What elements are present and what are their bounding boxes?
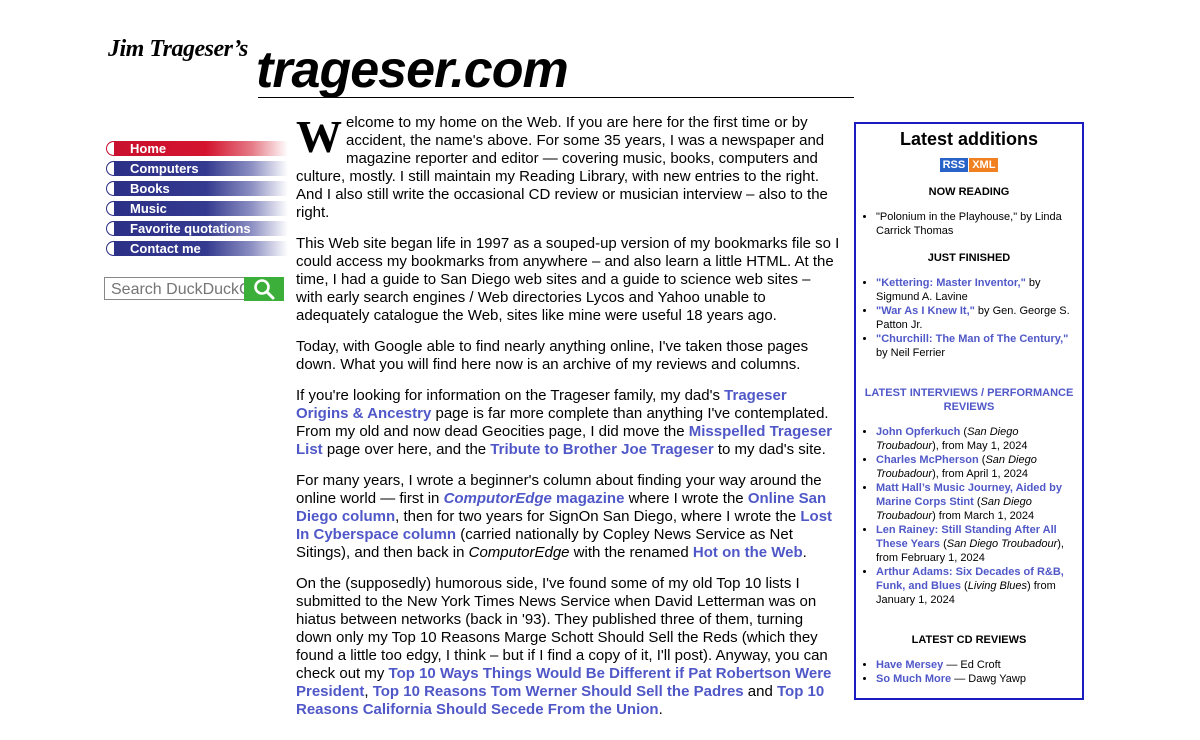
list-item xyxy=(876,425,1074,453)
site-title[interactable]: trageser.com xyxy=(256,41,568,99)
list-item xyxy=(876,276,1074,304)
link-lost-in-cyberspace[interactable]: Lost In Cyberspace column xyxy=(296,508,833,543)
item-text: — Ed Croft xyxy=(943,659,1001,671)
item-text: ( xyxy=(960,426,968,438)
site-tagline: Jim Trageser’s xyxy=(108,36,248,62)
link-misspelled-list[interactable]: Misspelled Trageser List xyxy=(296,423,833,458)
intro-paragraph xyxy=(296,111,840,222)
paragraph-text: with the renamed xyxy=(569,544,693,561)
paragraph-text: page is far more complete than anything I've contemplated. From my old and now dead Geocities page, I did move the xyxy=(296,405,829,440)
link-top10-robertson[interactable]: Top 10 Ways Things Would Be Different if Pat Robertson Were President xyxy=(296,665,832,700)
search-icon xyxy=(253,278,275,300)
link-text: magazine xyxy=(551,490,625,507)
interview-link[interactable]: Matt Hall’s Music Journey, Aided by Marine Corps Stint xyxy=(876,482,1063,508)
paragraph-text: If you're looking for information on the Trageser family, my dad's xyxy=(296,387,725,404)
item-text: ) from January 1, 2024 xyxy=(876,580,1056,606)
list-item xyxy=(876,523,1074,565)
paragraph-text: For many years, I wrote a beginner's column about finding your way around the online world — first in xyxy=(296,472,822,507)
link-online-san-diego[interactable]: Online San Diego column xyxy=(296,490,827,525)
interviews-heading: LATEST INTERVIEWS / PERFORMANCE REVIEWS xyxy=(864,387,1074,413)
list-item xyxy=(876,672,1074,686)
panel-title: Latest additions xyxy=(899,129,1038,149)
nav-item-quotations[interactable] xyxy=(106,221,288,236)
list-item: • "Polonium in the Playhouse," by Linda Carrick Thomas xyxy=(876,210,1074,238)
publication-name: Living Blues xyxy=(967,580,1028,592)
just-finished-heading: JUST FINISHED xyxy=(927,252,1011,264)
item-text: ), from February 1, 2024 xyxy=(876,538,1064,564)
item-text: ( xyxy=(940,538,947,550)
item-text: ) from March 1, 2024 xyxy=(932,510,1035,522)
nav-item-contact[interactable] xyxy=(106,241,288,256)
half-circle-icon xyxy=(107,142,121,155)
item-text: — Dawg Yawp xyxy=(951,673,1026,685)
nav-item-label: Music xyxy=(130,201,167,216)
feed-badges xyxy=(856,158,1082,172)
main-content xyxy=(296,111,840,732)
publication-name: San Diego Troubadour xyxy=(946,538,1058,550)
link-text: ComputorEdge xyxy=(443,490,552,507)
book-author: by Gen. George S. Patton Jr. xyxy=(876,305,1070,331)
book-author: by Neil Ferrier xyxy=(876,347,946,359)
search-button[interactable] xyxy=(244,277,284,301)
archive-paragraph: Today, with Google able to find nearly anything online, I've taken those pages down. What you will find here now is an archive of my reviews and columns. xyxy=(296,338,809,373)
publication-name: San Diego Troubadour xyxy=(876,426,1019,452)
paragraph-text: elcome to my home on the Web. If you are here for the first time or by accident, the name's above. For some 35 years, I was a newspaper and magazine reporter and editor — covering music, books, computers and culture, mostly. I still maintain my Reading Library, with new entries to the right. And I also still write the occasional CD review or musician interview – also to the right. xyxy=(296,114,828,221)
paragraph-text: On the (supposedly) humorous side, I've found some of my old Top 10 lists I submitted to the New York Times News Service when David Letterman was on hiatus between networks (back in '93). They published three of them, turning down only my Top 10 Reasons Marge Schott Should Sell the Reds (which they found a little too edgy, I think – but if I find a copy of it, I'll post). Anyway, you can check out my xyxy=(296,575,828,682)
book-link[interactable]: "Kettering: Master Inventor," xyxy=(876,277,1026,289)
just-finished-list xyxy=(856,276,1082,360)
half-circle-icon xyxy=(107,162,121,175)
paragraph-text: , xyxy=(364,683,373,700)
book-author: by Sigmund A. Lavine xyxy=(876,277,1041,303)
history-paragraph: This Web site began life in 1997 as a souped-up version of my bookmarks file so I could access my bookmarks from anywhere – and also learn a little HTML. At the time, I had a guide to San Diego web sites and a guide to science web sites – with early search engines / Web directories Lycos and Yahoo unable to adequately catalogue the Web, sites like mine were useful 18 years ago. xyxy=(296,235,840,324)
link-computoredge[interactable] xyxy=(444,490,625,507)
publication-name: San Diego Troubadour xyxy=(876,496,1032,522)
book-link[interactable]: "War As I Knew It," xyxy=(876,305,975,317)
item-text: ( xyxy=(978,454,986,466)
link-tribute-joe[interactable]: Tribute to Brother Joe Trageser xyxy=(490,441,714,458)
xml-badge[interactable]: XML xyxy=(969,158,998,172)
link-top10-california[interactable]: Top 10 Reasons California Should Secede From the Union xyxy=(296,683,825,718)
nav-item-computers[interactable] xyxy=(106,161,288,176)
link-hot-on-the-web[interactable]: Hot on the Web xyxy=(692,544,803,561)
nav-item-label: Favorite quotations xyxy=(130,221,251,236)
interview-link[interactable]: John Opferkuch xyxy=(876,426,961,438)
search-input[interactable] xyxy=(104,277,244,300)
nav-item-label: Books xyxy=(130,181,170,196)
interview-link[interactable]: Len Rainey: Still Standing After All These Years xyxy=(876,524,1057,550)
nav-item-label: Home xyxy=(130,141,167,156)
cd-reviews-heading: LATEST CD REVIEWS xyxy=(911,634,1027,646)
list-item xyxy=(876,481,1074,523)
item-text: ), from April 1, 2024 xyxy=(932,468,1029,480)
item-text: ( xyxy=(973,496,981,508)
now-reading-list xyxy=(856,210,1082,238)
interview-link[interactable]: Arthur Adams: Six Decades of R&B, Funk, and Blues xyxy=(876,566,1064,592)
header-divider xyxy=(258,97,854,98)
review-link[interactable]: So Much More xyxy=(876,673,952,685)
nav-item-books[interactable] xyxy=(106,181,288,196)
publication-name: ComputorEdge xyxy=(468,544,570,561)
paragraph-text: (carried nationally by Copley News Service as Net Sitings), and then back in xyxy=(296,526,793,561)
half-circle-icon xyxy=(107,182,121,195)
cd-reviews-list xyxy=(856,658,1082,686)
search-form xyxy=(104,277,282,301)
link-trageser-origins[interactable]: Trageser Origins & Ancestry xyxy=(296,387,787,422)
nav-item-home[interactable] xyxy=(106,141,288,156)
list-item xyxy=(876,332,1074,360)
now-reading-heading: NOW READING xyxy=(928,186,1010,198)
list-item xyxy=(876,304,1074,332)
list-item xyxy=(876,565,1074,607)
paragraph-text: and xyxy=(743,683,777,700)
interviews-list xyxy=(856,425,1082,607)
paragraph-text: to my dad's site. xyxy=(713,441,826,458)
list-item xyxy=(876,453,1074,481)
interview-link[interactable]: Charles McPherson xyxy=(876,454,979,466)
link-top10-padres[interactable]: Top 10 Reasons Tom Werner Should Sell the Padres xyxy=(372,683,744,700)
paragraph-text: where I wrote the xyxy=(624,490,748,507)
paragraph-text: page over here, and the xyxy=(322,441,491,458)
review-link[interactable]: Have Mersey xyxy=(876,659,944,671)
latest-additions-panel xyxy=(854,122,1084,700)
publication-name: San Diego Troubadour xyxy=(876,454,1037,480)
book-link[interactable]: "Churchill: The Man of The Century," xyxy=(876,333,1069,345)
nav-item-music[interactable] xyxy=(106,201,288,216)
half-circle-icon xyxy=(107,222,121,235)
list-item xyxy=(876,658,1074,672)
drop-cap: W xyxy=(296,111,342,162)
half-circle-icon xyxy=(107,202,121,215)
nav-item-label: Computers xyxy=(130,161,199,176)
item-text: ( xyxy=(960,580,968,592)
item-text: ), from May 1, 2024 xyxy=(932,440,1028,452)
half-circle-icon xyxy=(107,242,121,255)
paragraph-text: . xyxy=(658,701,663,718)
main-nav xyxy=(106,141,288,261)
columns-paragraph xyxy=(296,472,840,562)
paragraph-text: . xyxy=(802,544,807,561)
top10-paragraph xyxy=(296,575,840,719)
rss-badge[interactable]: RSS xyxy=(940,158,969,172)
family-paragraph xyxy=(296,387,840,459)
nav-item-label: Contact me xyxy=(130,241,201,256)
paragraph-text: , then for two years for SignOn San Diego, where I wrote the xyxy=(395,508,801,525)
